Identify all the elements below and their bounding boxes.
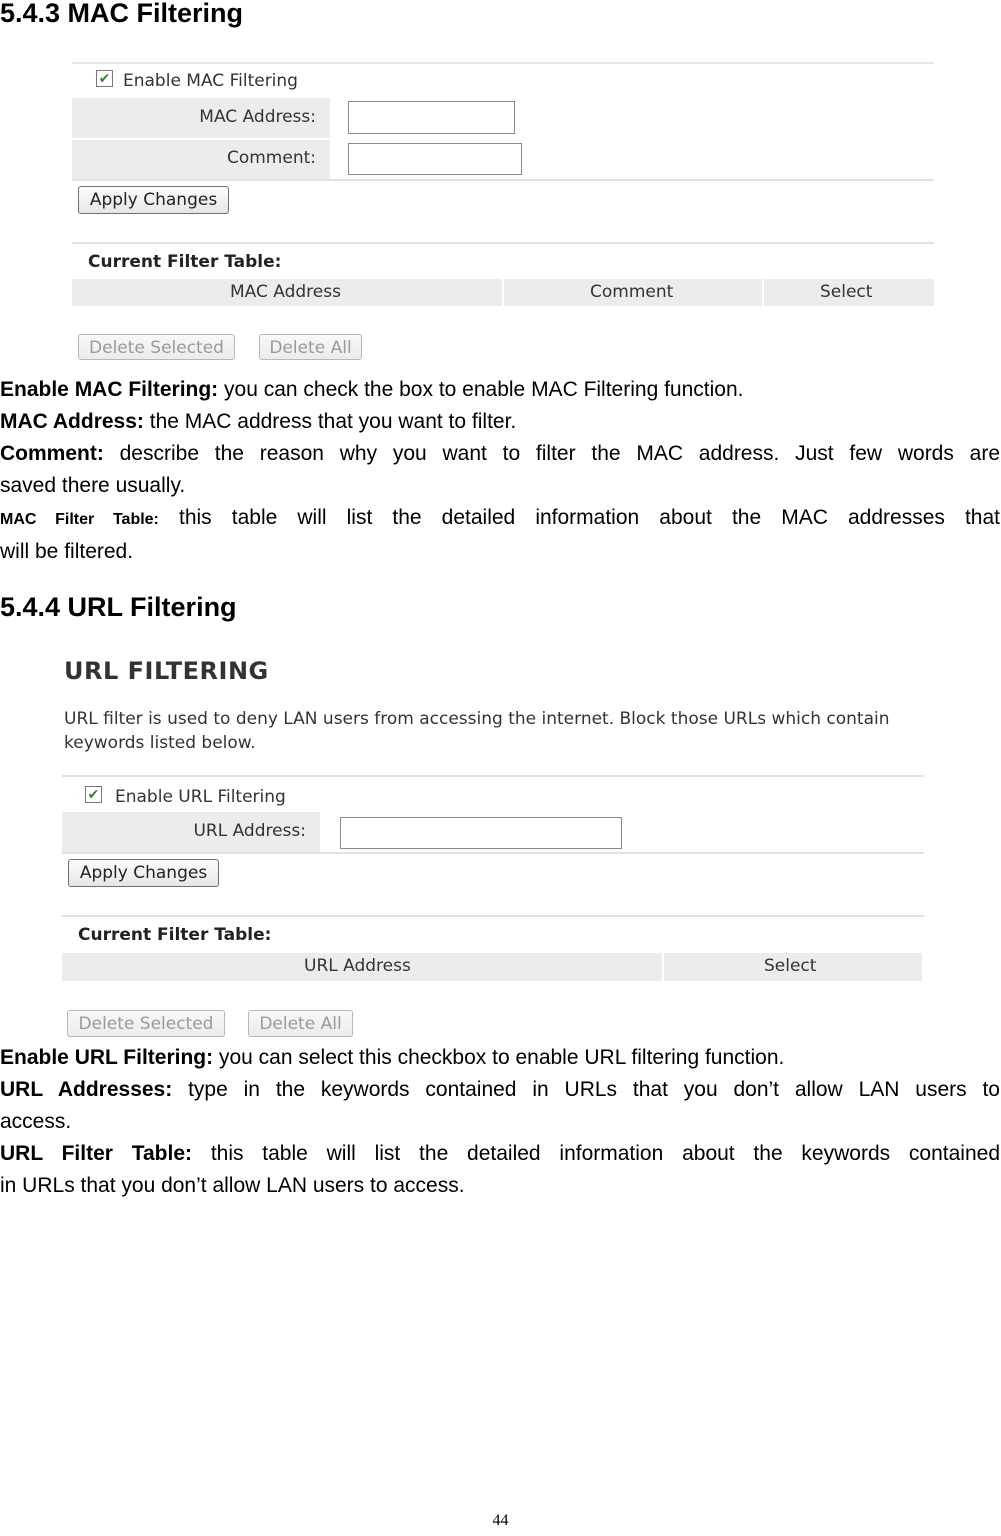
- comment-label: Comment:: [226, 148, 316, 168]
- desc-url-addresses-cont: access.: [0, 1110, 72, 1133]
- url-table-header-select: [664, 953, 922, 981]
- mac-enable-checkbox[interactable]: [96, 70, 113, 87]
- url-top-divider: [62, 775, 924, 777]
- url-enable-checkbox[interactable]: [85, 786, 102, 803]
- desc-term: MAC Filter Table:: [0, 511, 159, 528]
- url-table-header-select-label: Select: [764, 956, 817, 976]
- desc-term: Comment:: [0, 442, 104, 465]
- url-filtering-intro-line2: keywords listed below.: [64, 733, 256, 753]
- desc-term: Enable MAC Filtering:: [0, 378, 219, 401]
- url-apply-changes-button[interactable]: Apply Changes: [68, 859, 219, 887]
- url-divider: [62, 852, 924, 854]
- mac-table-header-mac-label: MAC Address: [230, 282, 341, 302]
- mac-table-header-comment-label: Comment: [590, 282, 674, 302]
- url-table-header-url: [62, 953, 662, 981]
- desc-text: describe the reason why you want to filter the MAC address. Just few words are: [103, 442, 1000, 465]
- url-address-input[interactable]: [340, 817, 622, 849]
- url-delete-all-button[interactable]: Delete All: [248, 1010, 353, 1037]
- desc-mac-address: [0, 406, 1000, 438]
- mac-table-header-select-label: Select: [820, 282, 873, 302]
- url-filtering-intro-line1: URL filter is used to deny LAN users from accessing the internet. Block those URLs which contain: [64, 709, 890, 729]
- desc-url-table: [0, 1138, 1000, 1170]
- desc-term: URL Addresses:: [0, 1078, 173, 1101]
- url-section-heading: 5.4.4 URL Filtering: [0, 592, 237, 622]
- desc-comment: [0, 438, 1000, 470]
- desc-enable-mac: [0, 374, 1000, 406]
- desc-text: type in the keywords contained in URLs that you don’t allow LAN users to: [172, 1078, 1000, 1101]
- mac-table-header-select: [764, 279, 934, 306]
- mac-divider: [72, 179, 934, 181]
- desc-comment-cont: saved there usually.: [0, 474, 186, 497]
- mac-description: [0, 374, 1000, 568]
- url-description: [0, 1042, 1000, 1202]
- page-number: 44: [492, 1512, 509, 1529]
- desc-text: you can check the box to enable MAC Filtering function.: [218, 378, 744, 401]
- mac-delete-selected-button[interactable]: Delete Selected: [78, 334, 235, 360]
- desc-text: this table will list the detailed information about the keywords contained: [192, 1142, 1000, 1165]
- desc-enable-url: [0, 1042, 1000, 1074]
- url-address-label: URL Address:: [193, 821, 306, 841]
- desc-mac-table: [0, 502, 1000, 536]
- mac-section-heading: 5.4.3 MAC Filtering: [0, 0, 244, 28]
- desc-mac-table-cont: will be filtered.: [0, 540, 134, 563]
- url-table-divider: [62, 915, 924, 917]
- mac-table-divider: [72, 242, 934, 244]
- mac-table-header-mac: [72, 279, 502, 306]
- comment-input[interactable]: [348, 143, 522, 175]
- desc-term: MAC Address:: [0, 410, 144, 433]
- desc-url-addresses: [0, 1074, 1000, 1106]
- url-enable-label: Enable URL Filtering: [115, 787, 286, 807]
- mac-table-header-comment: [504, 279, 762, 306]
- check-icon: ✔: [98, 70, 111, 87]
- mac-address-label: MAC Address:: [199, 107, 316, 127]
- mac-delete-all-button[interactable]: Delete All: [259, 334, 362, 360]
- desc-text: you can select this checkbox to enable URL filtering function.: [213, 1046, 785, 1069]
- mac-address-input[interactable]: [348, 101, 515, 134]
- desc-url-table-cont: in URLs that you don’t allow LAN users to access.: [0, 1174, 465, 1197]
- url-table-title: Current Filter Table:: [78, 925, 272, 945]
- desc-text: this table will list the detailed information about the MAC addresses that: [158, 506, 1000, 529]
- check-icon: ✔: [87, 786, 100, 803]
- mac-enable-label: Enable MAC Filtering: [123, 71, 298, 91]
- mac-apply-changes-button[interactable]: Apply Changes: [78, 186, 229, 214]
- mac-filtering-panel: [72, 62, 934, 362]
- url-delete-selected-button[interactable]: Delete Selected: [67, 1010, 225, 1037]
- desc-term: URL Filter Table:: [0, 1142, 193, 1165]
- desc-term: Enable URL Filtering:: [0, 1046, 214, 1069]
- url-filtering-panel: [62, 652, 924, 1042]
- url-filtering-title: URL FILTERING: [64, 657, 269, 685]
- mac-table-title: Current Filter Table:: [88, 252, 282, 272]
- url-table-header-url-label: URL Address: [304, 956, 411, 976]
- desc-text: the MAC address that you want to filter.: [143, 410, 517, 433]
